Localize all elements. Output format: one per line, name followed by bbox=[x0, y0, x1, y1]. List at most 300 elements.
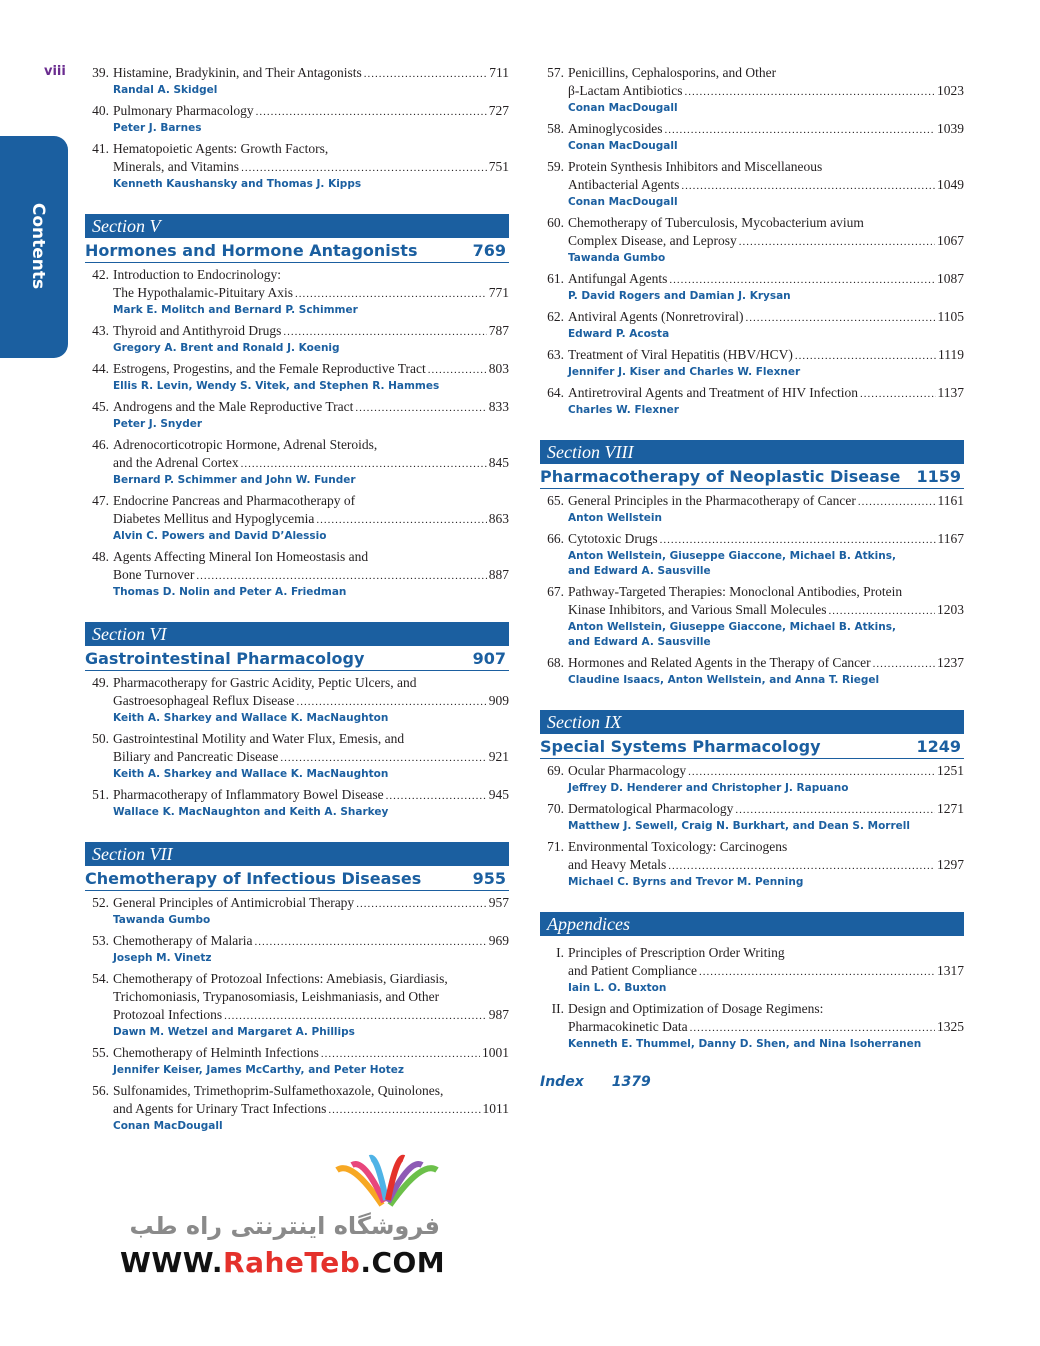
chapter-number: 51. bbox=[92, 787, 109, 802]
section-block bbox=[85, 622, 509, 820]
chapter-title-last-line bbox=[113, 748, 509, 767]
chapter-title-line: Diabetes Mellitus and Hypoglycemia bbox=[113, 511, 315, 526]
entries-block bbox=[540, 64, 964, 418]
toc-entry[interactable] bbox=[540, 944, 964, 996]
chapter-title-line: Antibacterial Agents bbox=[568, 177, 680, 192]
chapter-authors: Ellis R. Levin, Wendy S. Vitek, and Stephen R. Hammes bbox=[113, 380, 440, 392]
chapter-title-line: β-Lactam Antibiotics bbox=[568, 83, 683, 98]
chapter-authors: Gregory A. Brent and Ronald J. Koenig bbox=[113, 342, 340, 354]
section-label: Section IX bbox=[540, 710, 964, 734]
chapter-title-last-line bbox=[113, 284, 509, 303]
chapter-title-last-line bbox=[113, 894, 509, 913]
chapter-title-last-line bbox=[568, 176, 964, 195]
chapter-title-line: Bone Turnover bbox=[113, 567, 195, 582]
toc-right-column bbox=[540, 64, 964, 1090]
chapter-title-line: Agents Affecting Mineral Ion Homeostasis and bbox=[113, 549, 369, 564]
chapter-title-line: Introduction to Endocrinology: bbox=[113, 267, 281, 282]
toc-entry[interactable] bbox=[540, 308, 964, 342]
chapter-title-last-line bbox=[568, 492, 964, 511]
chapter-authors: Peter J. Barnes bbox=[113, 122, 202, 134]
chapter-title-last-line bbox=[113, 566, 509, 585]
chapter-authors: Randal A. Skidgel bbox=[113, 84, 218, 96]
toc-entry[interactable] bbox=[540, 492, 964, 526]
chapter-title-line: Estrogens, Progestins, and the Female Reproductive Tract bbox=[113, 361, 426, 376]
chapter-authors: Claudine Isaacs, Anton Wellstein, and Anna T. Riegel bbox=[568, 674, 880, 686]
leader-dots bbox=[665, 121, 936, 139]
chapter-page: 1049 bbox=[937, 177, 964, 192]
chapter-title-line: Chemotherapy of Malaria bbox=[113, 933, 253, 948]
chapter-number: 45. bbox=[92, 399, 109, 414]
chapter-page: 1251 bbox=[937, 763, 964, 778]
toc-entry[interactable] bbox=[540, 384, 964, 418]
chapter-page: 1001 bbox=[482, 1045, 509, 1060]
section-title-text: Hormones and Hormone Antagonists bbox=[85, 241, 418, 260]
section-start-page: 1159 bbox=[916, 467, 961, 486]
chapter-number: 50. bbox=[92, 731, 109, 746]
toc-entry[interactable] bbox=[540, 654, 964, 688]
chapter-title-line: Dermatological Pharmacology bbox=[568, 801, 734, 816]
chapter-title-last-line bbox=[113, 64, 509, 83]
chapter-authors: Michael C. Byrns and Trevor M. Penning bbox=[568, 876, 804, 888]
chapter-title-line: Cytotoxic Drugs bbox=[568, 531, 658, 546]
chapter-title-line: Chemotherapy of Tuberculosis, Mycobacterium avium bbox=[568, 215, 864, 230]
leader-dots bbox=[254, 933, 486, 951]
leader-dots bbox=[356, 895, 487, 913]
chapter-title-line: Penicillins, Cephalosporins, and Other bbox=[568, 65, 777, 80]
section-label: Section VII bbox=[85, 842, 509, 866]
chapter-authors: Conan MacDougall bbox=[568, 140, 678, 152]
section-block bbox=[540, 912, 964, 1052]
toc-entry[interactable] bbox=[540, 158, 964, 210]
chapter-title-line: Biliary and Pancreatic Disease bbox=[113, 749, 279, 764]
leader-dots bbox=[745, 309, 935, 327]
chapter-page: 1039 bbox=[937, 121, 964, 136]
chapter-number: 69. bbox=[547, 763, 564, 778]
chapter-title-last-line bbox=[568, 120, 964, 139]
chapter-title-last-line bbox=[113, 786, 509, 805]
chapter-title-last-line bbox=[113, 158, 509, 177]
chapter-title-line: Kinase Inhibitors, and Various Small Molecules bbox=[568, 602, 827, 617]
leader-dots bbox=[328, 1101, 480, 1119]
chapter-authors: Tawanda Gumbo bbox=[568, 252, 666, 264]
chapter-page: 1011 bbox=[482, 1101, 509, 1116]
chapter-title-line: Antiviral Agents (Nonretroviral) bbox=[568, 309, 744, 324]
chapter-title-last-line bbox=[568, 384, 964, 403]
leader-dots bbox=[196, 567, 486, 585]
chapter-title-last-line bbox=[113, 360, 509, 379]
section-title-text: Gastrointestinal Pharmacology bbox=[85, 649, 365, 668]
chapter-number: 67. bbox=[547, 584, 564, 599]
leader-dots bbox=[681, 177, 935, 195]
entries-block bbox=[85, 64, 509, 192]
chapter-authors: Tawanda Gumbo bbox=[113, 914, 211, 926]
toc-entry[interactable] bbox=[540, 800, 964, 834]
chapter-title-line: Pharmacotherapy for Gastric Acidity, Peptic Ulcers, and bbox=[113, 675, 417, 690]
chapter-title-last-line bbox=[113, 102, 509, 121]
chapter-authors: Alvin C. Powers and David D’Alessio bbox=[113, 530, 327, 542]
toc-entry[interactable] bbox=[540, 530, 964, 579]
chapter-title-line: Antiretroviral Agents and Treatment of HIV Infection bbox=[568, 385, 858, 400]
section-title bbox=[540, 464, 964, 489]
toc-entry[interactable] bbox=[85, 548, 509, 600]
chapter-title-line: Antifungal Agents bbox=[568, 271, 668, 286]
toc-entry[interactable] bbox=[85, 64, 509, 98]
chapter-title-line: Androgens and the Male Reproductive Tract bbox=[113, 399, 354, 414]
chapter-title-line: Pulmonary Pharmacology bbox=[113, 103, 254, 118]
chapter-title-line: Gastrointestinal Motility and Water Flux, Emesis, and bbox=[113, 731, 405, 746]
section-block bbox=[540, 440, 964, 688]
toc-entry[interactable] bbox=[85, 102, 509, 136]
chapter-page: 711 bbox=[489, 65, 509, 80]
toc-entry[interactable] bbox=[85, 786, 509, 820]
toc-entry[interactable] bbox=[540, 270, 964, 304]
section-title bbox=[85, 646, 509, 671]
leader-dots bbox=[699, 963, 935, 981]
toc-entry[interactable] bbox=[85, 492, 509, 544]
leader-dots bbox=[256, 103, 487, 121]
chapter-title-last-line bbox=[113, 1100, 509, 1119]
book-logo-icon bbox=[322, 1150, 452, 1220]
chapter-authors: P. David Rogers and Damian J. Krysan bbox=[568, 290, 791, 302]
chapter-page: 1237 bbox=[937, 655, 964, 670]
chapter-number: 40. bbox=[92, 103, 109, 118]
chapter-number: 48. bbox=[92, 549, 109, 564]
chapter-title-line: and Agents for Urinary Tract Infections bbox=[113, 1101, 327, 1116]
chapter-number: 64. bbox=[547, 385, 564, 400]
chapter-authors: Jennifer J. Kiser and Charles W. Flexner bbox=[568, 366, 801, 378]
chapter-title-line: and Patient Compliance bbox=[568, 963, 697, 978]
chapter-number: 66. bbox=[547, 531, 564, 546]
index-page: 1379 bbox=[611, 1074, 651, 1090]
chapter-title-last-line bbox=[568, 82, 964, 101]
toc-entry[interactable] bbox=[85, 322, 509, 356]
leader-dots bbox=[355, 399, 486, 417]
chapter-page: 1137 bbox=[937, 385, 964, 400]
chapter-title-line: Endocrine Pancreas and Pharmacotherapy of bbox=[113, 493, 356, 508]
toc-entry[interactable] bbox=[85, 1044, 509, 1078]
toc-entry[interactable] bbox=[85, 398, 509, 432]
toc-left-column bbox=[85, 64, 509, 1142]
toc-entry[interactable] bbox=[85, 1082, 509, 1134]
chapter-authors: Edward P. Acosta bbox=[568, 328, 670, 340]
chapter-title-line: Aminoglycosides bbox=[568, 121, 663, 136]
chapter-number: II. bbox=[551, 1001, 564, 1016]
chapter-title-line: Chemotherapy of Protozoal Infections: Amebiasis, Giardiasis, bbox=[113, 971, 448, 986]
chapter-number: 58. bbox=[547, 121, 564, 136]
chapter-title-line: Histamine, Bradykinin, and Their Antagonists bbox=[113, 65, 362, 80]
chapter-authors: Charles W. Flexner bbox=[568, 404, 679, 416]
section-start-page: 769 bbox=[472, 241, 506, 260]
section-title bbox=[85, 238, 509, 263]
chapter-authors: Jennifer Keiser, James McCarthy, and Peter Hotez bbox=[113, 1064, 404, 1076]
leader-dots bbox=[316, 511, 486, 529]
chapter-title-line: Sulfonamides, Trimethoprim-Sulfamethoxazole, Quinolones, bbox=[113, 1083, 444, 1098]
chapter-title-last-line bbox=[568, 601, 964, 620]
chapter-page: 1203 bbox=[937, 602, 964, 617]
chapter-page: 1325 bbox=[937, 1019, 964, 1034]
chapter-page: 1297 bbox=[937, 857, 964, 872]
leader-dots bbox=[428, 361, 487, 379]
toc-entry[interactable] bbox=[540, 120, 964, 154]
chapter-number: 70. bbox=[547, 801, 564, 816]
section-block bbox=[540, 710, 964, 890]
section-label: Section V bbox=[85, 214, 509, 238]
chapter-title-line: Thyroid and Antithyroid Drugs bbox=[113, 323, 282, 338]
chapter-number: 61. bbox=[547, 271, 564, 286]
chapter-title-line: Gastroesophageal Reflux Disease bbox=[113, 693, 295, 708]
chapter-title-last-line bbox=[568, 856, 964, 875]
chapter-page: 803 bbox=[488, 361, 509, 376]
chapter-authors: Conan MacDougall bbox=[568, 196, 678, 208]
chapter-page: 1023 bbox=[937, 83, 964, 98]
watermark-url: WWW.RaheTeb.COM bbox=[120, 1246, 446, 1279]
chapter-number: 41. bbox=[92, 141, 109, 156]
section-title-text: Pharmacotherapy of Neoplastic Disease bbox=[540, 467, 901, 486]
chapter-title-line: Trichomoniasis, Trypanosomiasis, Leishmaniasis, and Other bbox=[113, 989, 440, 1004]
leader-dots bbox=[283, 323, 486, 341]
chapter-title-line: Design and Optimization of Dosage Regimens: bbox=[568, 1001, 824, 1016]
chapter-page: 751 bbox=[488, 159, 509, 174]
chapter-number: 63. bbox=[547, 347, 564, 362]
chapter-title-line: and the Adrenal Cortex bbox=[113, 455, 239, 470]
page-number: viii bbox=[44, 64, 66, 79]
chapter-number: 57. bbox=[547, 65, 564, 80]
leader-dots bbox=[668, 857, 935, 875]
chapter-title-line: Adrenocorticotropic Hormone, Adrenal Steroids, bbox=[113, 437, 378, 452]
toc-entry[interactable] bbox=[85, 894, 509, 928]
leader-dots bbox=[684, 83, 935, 101]
chapter-page: 909 bbox=[488, 693, 509, 708]
section-label: Section VIII bbox=[540, 440, 964, 464]
chapter-number: 53. bbox=[92, 933, 109, 948]
chapter-title-line: Ocular Pharmacology bbox=[568, 763, 687, 778]
leader-dots bbox=[295, 285, 487, 303]
chapter-page: 845 bbox=[488, 455, 509, 470]
chapter-page: 1317 bbox=[937, 963, 964, 978]
chapter-title-last-line bbox=[113, 398, 509, 417]
chapter-title-last-line bbox=[568, 270, 964, 289]
toc-entry[interactable] bbox=[85, 932, 509, 966]
chapter-page: 1119 bbox=[938, 347, 964, 362]
chapter-title-line: Complex Disease, and Leprosy bbox=[568, 233, 737, 248]
chapter-title-last-line bbox=[568, 962, 964, 981]
index-label: Index bbox=[540, 1074, 584, 1090]
watermark-persian-text: فروشگاه اینترنتی راه طب bbox=[129, 1212, 440, 1240]
chapter-title-line: Chemotherapy of Helminth Infections bbox=[113, 1045, 319, 1060]
chapter-page: 771 bbox=[488, 285, 509, 300]
toc-entry[interactable] bbox=[85, 674, 509, 726]
chapter-title-line: Pharmacotherapy of Inflammatory Bowel Disease bbox=[113, 787, 384, 802]
chapter-number: 60. bbox=[547, 215, 564, 230]
chapter-page: 1167 bbox=[937, 531, 964, 546]
chapter-authors: Conan MacDougall bbox=[113, 1120, 223, 1132]
chapter-authors: Iain L. O. Buxton bbox=[568, 982, 667, 994]
toc-entry[interactable] bbox=[540, 762, 964, 796]
chapter-number: 71. bbox=[547, 839, 564, 854]
chapter-page: 921 bbox=[488, 749, 509, 764]
toc-entry[interactable] bbox=[85, 970, 509, 1040]
chapter-authors: Jeffrey D. Henderer and Christopher J. Rapuano bbox=[568, 782, 849, 794]
chapter-title-line: and Heavy Metals bbox=[568, 857, 667, 872]
chapter-number: 65. bbox=[547, 493, 564, 508]
chapter-title-last-line bbox=[113, 454, 509, 473]
chapter-authors: Joseph M. Vinetz bbox=[113, 952, 212, 964]
chapter-title-last-line bbox=[113, 692, 509, 711]
chapter-title-last-line bbox=[568, 346, 964, 365]
leader-dots bbox=[795, 347, 936, 365]
leader-dots bbox=[364, 65, 488, 83]
chapter-number: I. bbox=[556, 945, 564, 960]
chapter-number: 54. bbox=[92, 971, 109, 986]
watermark bbox=[118, 1150, 448, 1280]
chapter-title-line: Minerals, and Vitamins bbox=[113, 159, 240, 174]
chapter-title-last-line bbox=[113, 510, 509, 529]
chapter-number: 62. bbox=[547, 309, 564, 324]
chapter-authors: Dawn M. Wetzel and Margaret A. Phillips bbox=[113, 1026, 355, 1038]
section-title bbox=[85, 866, 509, 891]
chapter-title-last-line bbox=[568, 232, 964, 251]
leader-dots bbox=[386, 787, 487, 805]
chapter-title-line: Protein Synthesis Inhibitors and Miscellaneous bbox=[568, 159, 823, 174]
toc-entry[interactable] bbox=[85, 360, 509, 394]
side-tab-label: Contents bbox=[28, 202, 48, 290]
chapter-title-line: Treatment of Viral Hepatitis (HBV/HCV) bbox=[568, 347, 793, 362]
chapter-page: 727 bbox=[488, 103, 509, 118]
chapter-title-line: Environmental Toxicology: Carcinogens bbox=[568, 839, 788, 854]
section-block bbox=[85, 842, 509, 1134]
chapter-authors: Thomas D. Nolin and Peter A. Friedman bbox=[113, 586, 347, 598]
chapter-authors: Anton Wellstein, Giuseppe Giaccone, Michael B. Atkins, bbox=[568, 550, 896, 562]
chapter-title-line: Pathway-Targeted Therapies: Monoclonal Antibodies, Protein bbox=[568, 584, 903, 599]
chapter-number: 52. bbox=[92, 895, 109, 910]
chapter-authors: and Edward A. Sausville bbox=[568, 636, 711, 648]
section-start-page: 907 bbox=[472, 649, 506, 668]
chapter-title-line: Hormones and Related Agents in the Therapy of Cancer bbox=[568, 655, 871, 670]
chapter-title-line: General Principles of Antimicrobial Therapy bbox=[113, 895, 355, 910]
chapter-authors: Keith A. Sharkey and Wallace K. MacNaughton bbox=[113, 712, 389, 724]
chapter-authors: Kenneth E. Thummel, Danny D. Shen, and Nina Isoherranen bbox=[568, 1038, 922, 1050]
chapter-title-line: Pharmacokinetic Data bbox=[568, 1019, 688, 1034]
chapter-title-last-line bbox=[113, 1006, 509, 1025]
toc-entry[interactable] bbox=[540, 583, 964, 650]
leader-dots bbox=[688, 763, 935, 781]
leader-dots bbox=[739, 233, 935, 251]
chapter-title-last-line bbox=[113, 932, 509, 951]
chapter-authors: Peter J. Snyder bbox=[113, 418, 203, 430]
chapter-page: 1087 bbox=[937, 271, 964, 286]
chapter-number: 44. bbox=[92, 361, 109, 376]
toc-entry[interactable] bbox=[540, 346, 964, 380]
chapter-number: 46. bbox=[92, 437, 109, 452]
chapter-page: 1271 bbox=[937, 801, 964, 816]
chapter-authors: Anton Wellstein, Giuseppe Giaccone, Michael B. Atkins, bbox=[568, 621, 896, 633]
chapter-authors: Keith A. Sharkey and Wallace K. MacNaughton bbox=[113, 768, 389, 780]
chapter-authors: Kenneth Kaushansky and Thomas J. Kipps bbox=[113, 178, 362, 190]
chapter-number: 47. bbox=[92, 493, 109, 508]
chapter-page: 833 bbox=[488, 399, 509, 414]
leader-dots bbox=[241, 159, 487, 177]
leader-dots bbox=[735, 801, 935, 819]
chapter-number: 59. bbox=[547, 159, 564, 174]
chapter-authors: Matthew J. Sewell, Craig N. Burkhart, and Dean S. Morrell bbox=[568, 820, 910, 832]
chapter-title-last-line bbox=[568, 1018, 964, 1037]
chapter-title-last-line bbox=[568, 800, 964, 819]
section-title-text: Chemotherapy of Infectious Diseases bbox=[85, 869, 422, 888]
leader-dots bbox=[224, 1007, 487, 1025]
chapter-title-last-line bbox=[568, 762, 964, 781]
chapter-number: 39. bbox=[92, 65, 109, 80]
chapter-title-line: The Hypothalamic-Pituitary Axis bbox=[113, 285, 293, 300]
leader-dots bbox=[873, 655, 935, 673]
chapter-page: 945 bbox=[488, 787, 509, 802]
chapter-title-last-line bbox=[568, 654, 964, 673]
toc-entry[interactable] bbox=[85, 730, 509, 782]
leader-dots bbox=[660, 531, 936, 549]
chapter-title-last-line bbox=[568, 530, 964, 549]
section-block bbox=[85, 214, 509, 600]
section-start-page: 955 bbox=[472, 869, 506, 888]
chapter-page: 1161 bbox=[937, 493, 964, 508]
leader-dots bbox=[690, 1019, 935, 1037]
toc-entry[interactable] bbox=[540, 214, 964, 266]
section-label: Section VI bbox=[85, 622, 509, 646]
toc-entry[interactable] bbox=[85, 266, 509, 318]
chapter-number: 56. bbox=[92, 1083, 109, 1098]
section-start-page: 1249 bbox=[916, 737, 961, 756]
chapter-title-last-line bbox=[568, 308, 964, 327]
index-entry bbox=[540, 1074, 964, 1090]
chapter-number: 43. bbox=[92, 323, 109, 338]
leader-dots bbox=[828, 602, 935, 620]
chapter-authors: and Edward A. Sausville bbox=[568, 565, 711, 577]
chapter-number: 49. bbox=[92, 675, 109, 690]
chapter-page: 863 bbox=[488, 511, 509, 526]
chapter-title-last-line bbox=[113, 1044, 509, 1063]
toc-entry[interactable] bbox=[540, 838, 964, 890]
chapter-number: 68. bbox=[547, 655, 564, 670]
chapter-page: 1067 bbox=[937, 233, 964, 248]
leader-dots bbox=[858, 493, 936, 511]
chapter-title-line: Hematopoietic Agents: Growth Factors, bbox=[113, 141, 329, 156]
leader-dots bbox=[321, 1045, 480, 1063]
contents-side-tab bbox=[0, 136, 68, 358]
toc-entry[interactable] bbox=[85, 140, 509, 192]
toc-entry[interactable] bbox=[540, 1000, 964, 1052]
section-label: Appendices bbox=[540, 912, 964, 936]
section-title bbox=[540, 734, 964, 759]
chapter-number: 42. bbox=[92, 267, 109, 282]
leader-dots bbox=[241, 455, 487, 473]
chapter-title-line: Protozoal Infections bbox=[113, 1007, 223, 1022]
leader-dots bbox=[296, 693, 486, 711]
chapter-authors: Anton Wellstein bbox=[568, 512, 662, 524]
chapter-page: 887 bbox=[488, 567, 509, 582]
leader-dots bbox=[860, 385, 936, 403]
chapter-title-last-line bbox=[113, 322, 509, 341]
leader-dots bbox=[669, 271, 935, 289]
chapter-authors: Conan MacDougall bbox=[568, 102, 678, 114]
chapter-authors: Mark E. Molitch and Bernard P. Schimmer bbox=[113, 304, 358, 316]
chapter-authors: Bernard P. Schimmer and John W. Funder bbox=[113, 474, 356, 486]
chapter-page: 969 bbox=[488, 933, 509, 948]
chapter-title-line: Principles of Prescription Order Writing bbox=[568, 945, 785, 960]
toc-entry[interactable] bbox=[85, 436, 509, 488]
chapter-title-line: General Principles in the Pharmacotherapy of Cancer bbox=[568, 493, 856, 508]
toc-entry[interactable] bbox=[540, 64, 964, 116]
chapter-page: 787 bbox=[488, 323, 509, 338]
leader-dots bbox=[280, 749, 486, 767]
chapter-number: 55. bbox=[92, 1045, 109, 1060]
